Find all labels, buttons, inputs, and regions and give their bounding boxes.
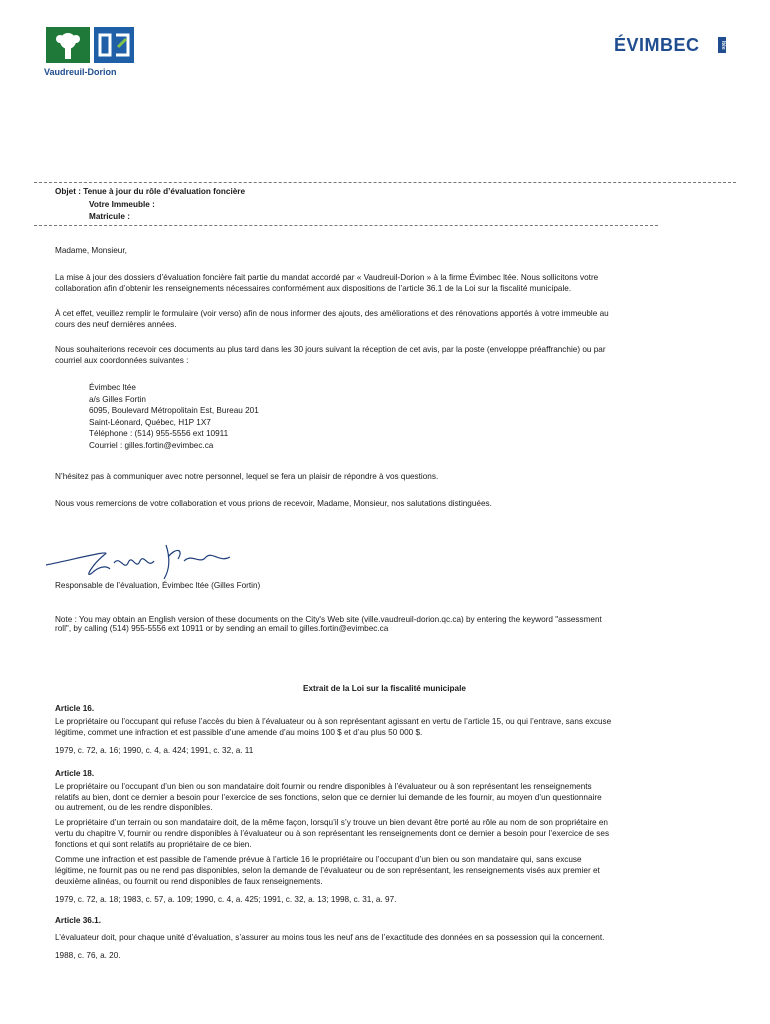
subject-rule [34, 225, 658, 226]
evimbec-ltee-tag: ltée [718, 37, 726, 53]
address-line: a/s Gilles Fortin [89, 395, 146, 404]
article-18-p1-line-1: Le propriétaire ou l’occupant d’un bien ou son mandataire doit fournir ou rendre disponibles à l’évaluateur ou à son représentant les renseignements [55, 782, 592, 791]
article-18-p2-line-1: Le propriétaire d’un terrain ou son mandataire doit, de la même façon, lorsqu’il s’y trouve un bien devant être porté au rôle au nom de son propriétaire en [55, 818, 608, 827]
english-note-line-1: Note : You may obtain an English version of these documents on the City's Web site (ville.vaudreuil-dorion.qc.ca) by entering the keyword "assessment [55, 615, 602, 624]
paragraph-1-line-1: La mise à jour des dossiers d’évaluation foncière fait partie du mandat accordé par « Vaudreuil-Dorion » à la firme Évimbec ltée. Nous sollicitons votre [55, 273, 599, 282]
paragraph-1-line-2: collaboration afin d’obtenir les renseignements nécessaires conformément aux dispositions de l’article 36.1 de la Loi sur la fiscalité municipale. [55, 284, 572, 293]
article-18-p1-line-2: relatifs au bien, dont ce dernier a besoin pour l’exercice de ses fonctions, selon que ce dernier lui demande de les fournir, au moyen d’un questionnaire [55, 793, 602, 802]
article-36-1-title: Article 36.1. [55, 916, 101, 925]
paragraph-2-line-2: cours des neuf dernières années. [55, 320, 177, 329]
signatory: Responsable de l’évaluation, Évimbec ltée (Gilles Fortin) [55, 581, 261, 590]
address-line: 6095, Boulevard Métropolitain Est, Bureau 201 [89, 406, 259, 415]
article-18-p3-line-2: légitime, ne fournit pas ou ne rend pas disponibles, selon la demande de l’évaluateur ou de son représentant, les renseignements visés aux premier et [55, 866, 600, 875]
subject-immeuble: Votre Immeuble : [89, 200, 155, 209]
logo-caption: Vaudreuil-Dorion [44, 67, 117, 77]
paragraph-3-line-2: courriel aux coordonnées suivantes : [55, 356, 189, 365]
article-18-p1-line-3: ou autrement, ou de les rendre disponibles. [55, 803, 213, 812]
article-16-title: Article 16. [55, 704, 95, 713]
english-note-line-2: roll", by calling (514) 955-5556 ext 10911 or by sending an email to gilles.fortin@evimbec.ca [55, 624, 389, 633]
subject-objet: Objet : Tenue à jour du rôle d’évaluation foncière [55, 187, 246, 196]
article-18-p3-line-1: Comme une infraction et est passible de l’amende prévue à l’article 16 le propriétaire ou l’occupant d’un bien ou son mandataire qui, sans excuse [55, 855, 582, 864]
article-18-p3-line-3: deuxième alinéas, ou fournit ou rend disponibles de faux renseignements. [55, 877, 323, 886]
article-16-reference: 1979, c. 72, a. 16; 1990, c. 4, a. 424; 1991, c. 32, a. 11 [55, 746, 254, 755]
evimbec-wordmark: ÉVIMBEC [614, 35, 700, 55]
paragraph-4: N’hésitez pas à communiquer avec notre personnel, lequel se fera un plaisir de répondre à vos questions. [55, 472, 439, 481]
paragraph-5: Nous vous remercions de votre collaboration et vous prions de recevoir, Madame, Monsieur, nos salutations distinguées. [55, 499, 492, 508]
evimbec-logo [614, 34, 726, 58]
article-18-title: Article 18. [55, 769, 95, 778]
article-36-1-reference: 1988, c. 76, a. 20. [55, 951, 121, 960]
paragraph-2-line-1: À cet effet, veuillez remplir le formulaire (voir verso) afin de nous informer des ajouts, des améliorations et des rénovations apportés à votre immeuble au [55, 309, 609, 318]
address-line: Courriel : gilles.fortin@evimbec.ca [89, 441, 214, 450]
article-18-reference: 1979, c. 72, a. 18; 1983, c. 57, a. 109; 1990, c. 4, a. 425; 1991, c. 32, a. 13; 1998, c. 31, a. 97. [55, 895, 397, 904]
top-rule [34, 182, 736, 183]
address-line: Saint-Léonard, Québec, H1P 1X7 [89, 418, 211, 427]
handwritten-signature [44, 535, 264, 585]
article-18-p2-line-2: vertu du chapitre V, fournir ou rendre disponibles à l’évaluateur ou à son représentant les renseignements dont ce dernier a besoin pour l’exercice de ses [55, 829, 610, 838]
salutation: Madame, Monsieur, [55, 246, 127, 255]
article-16-line-1: Le propriétaire ou l’occupant qui refuse l’accès du bien à l’évaluateur ou à son représentant agissant en vertu de l’article 15, ou qui l’entrave, sans excuse [55, 717, 612, 726]
address-line: Évimbec ltée [89, 383, 136, 392]
law-extract-title: Extrait de la Loi sur la fiscalité municipale [303, 684, 466, 693]
address-line: Téléphone : (514) 955-5556 ext 10911 [89, 429, 229, 438]
vaudreuil-dorion-logo [44, 27, 139, 82]
article-16-line-2: légitime, commet une infraction et est passible d’une amende d’au moins 100 $ et d’au plus 50 000 $. [55, 728, 423, 737]
article-18-p2-line-3: fonctions et qui sont relatifs au propriétaire de ce bien. [55, 840, 252, 849]
subject-matricule: Matricule : [89, 212, 130, 221]
article-36-1-line-1: L’évaluateur doit, pour chaque unité d’évaluation, s’assurer au moins tous les neuf ans de l’exactitude des données en sa possession qui la concernent. [55, 933, 605, 942]
paragraph-3-line-1: Nous souhaiterions recevoir ces documents au plus tard dans les 30 jours suivant la réception de cet avis, par la poste (enveloppe préaffranchie) ou par [55, 345, 606, 354]
